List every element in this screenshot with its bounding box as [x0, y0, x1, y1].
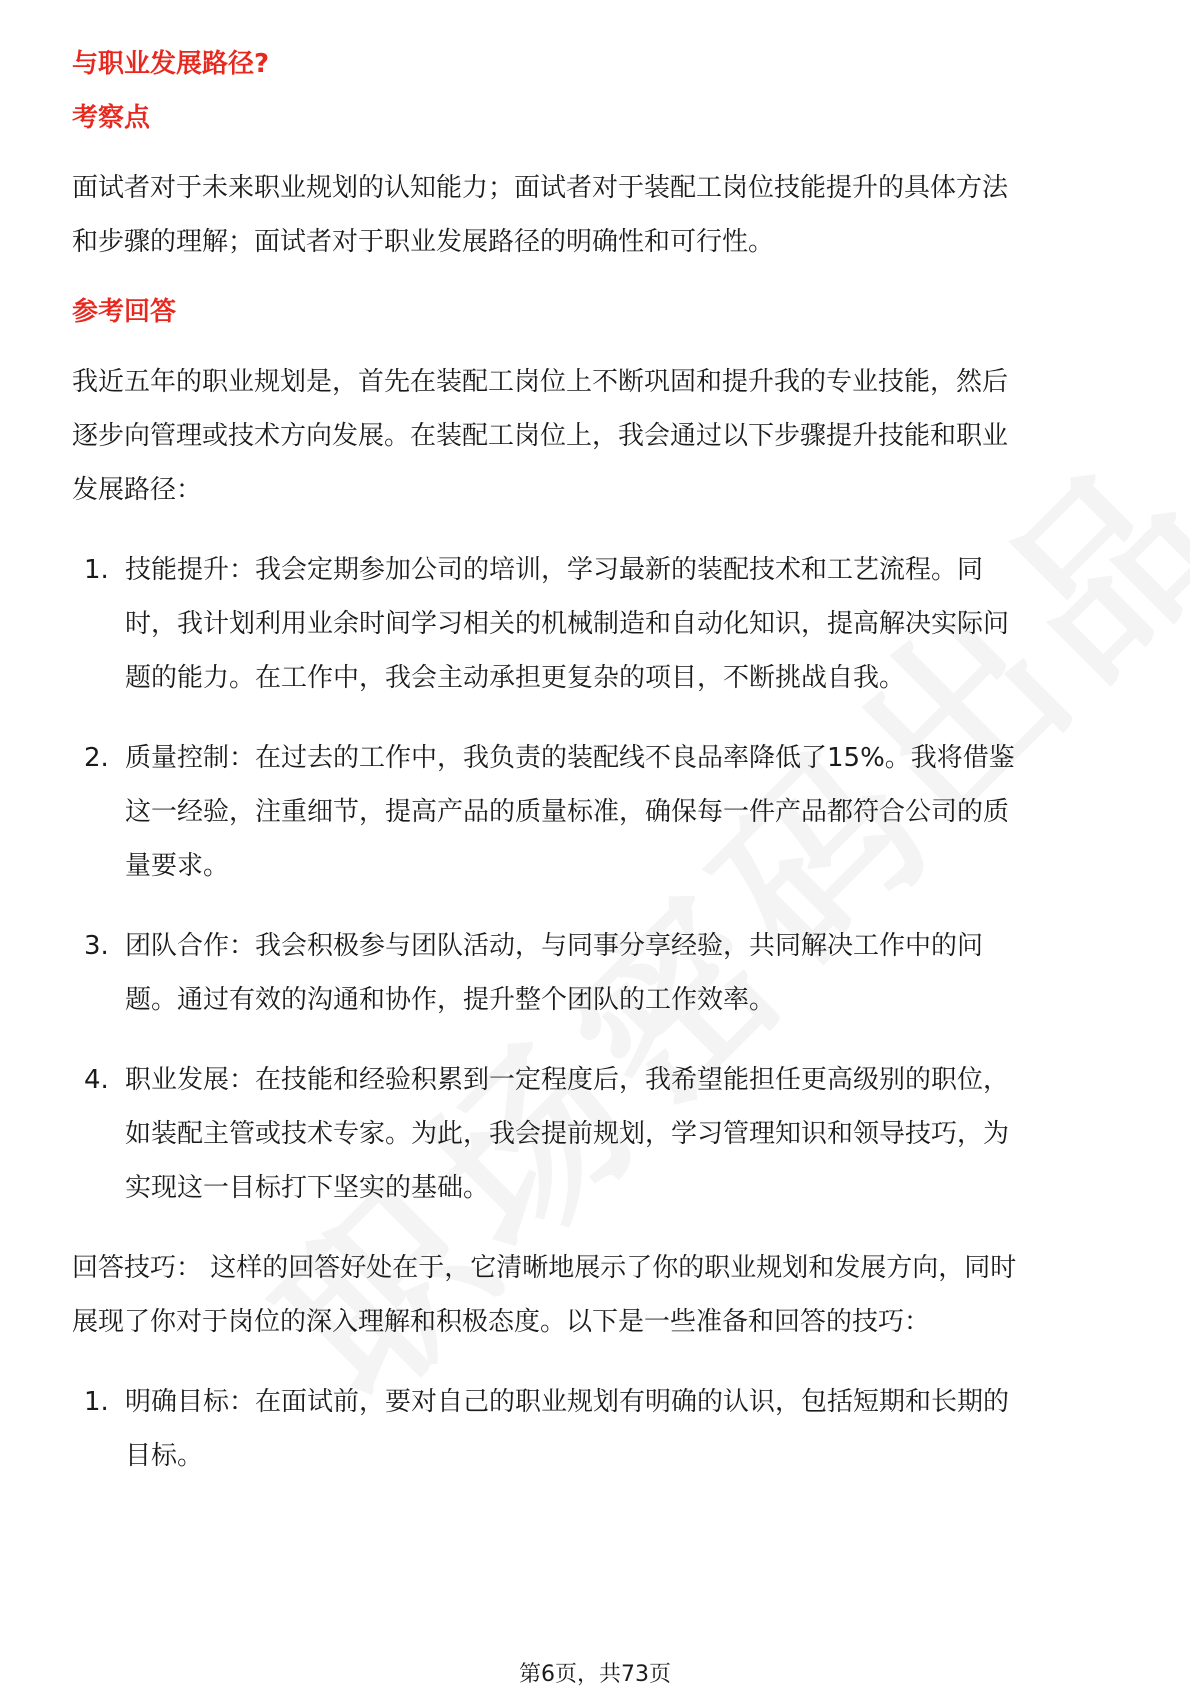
answer-intro-line: 逐步向管理或技术方向发展。在装配工岗位上，我会通过以下步骤提升技能和职业: [72, 421, 1009, 451]
list-item-line: 这一经验，注重细节，提高产品的质量标准，确保每一件产品都符合公司的质: [125, 797, 1010, 827]
tips-line: 展现了你对于岗位的深入理解和积极态度。以下是一些准备和回答的技巧：: [72, 1307, 931, 1337]
tips-line: 回答技巧： 这样的回答好处在于，它清晰地展示了你的职业规划和发展方向，同时: [72, 1253, 1017, 1283]
answer-intro-line: 发展路径：: [72, 475, 203, 505]
list-item-line: 题。通过有效的沟通和协作，提升整个团队的工作效率。: [125, 985, 776, 1015]
list-item-number: 4.: [84, 1065, 109, 1095]
focus-line: 面试者对于未来职业规划的认知能力；面试者对于装配工岗位技能提升的具体方法: [72, 173, 1009, 203]
list-item-line: 团队合作：我会积极参与团队活动，与同事分享经验，共同解决工作中的问: [125, 931, 984, 961]
heading-top: 与职业发展路径?: [72, 49, 270, 79]
list-item-number: 2.: [84, 743, 109, 773]
list-item-number: 1.: [84, 1387, 109, 1417]
list-item-line: 如装配主管或技术专家。为此，我会提前规划，学习管理知识和领导技巧，为: [125, 1119, 1010, 1149]
watermark: [213, 387, 1190, 1446]
section-focus-title: 考察点: [72, 103, 151, 133]
list-item-line: 目标。: [125, 1441, 204, 1471]
answer-intro-line: 我近五年的职业规划是，首先在装配工岗位上不断巩固和提升我的专业技能，然后: [72, 367, 1009, 397]
list-item-line: 职业发展：在技能和经验积累到一定程度后，我希望能担任更高级别的职位，: [125, 1065, 1010, 1095]
list-item-line: 时，我计划利用业余时间学习相关的机械制造和自动化知识，提高解决实际问: [125, 609, 1010, 639]
page-footer: 第6页，共73页: [519, 1662, 671, 1687]
focus-line: 和步骤的理解；面试者对于职业发展路径的明确性和可行性。: [72, 227, 775, 257]
list-item-line: 题的能力。在工作中，我会主动承担更复杂的项目，不断挑战自我。: [125, 663, 906, 693]
list-item-number: 3.: [84, 931, 109, 961]
section-answer-title: 参考回答: [72, 297, 177, 327]
list-item-line: 明确目标：在面试前，要对自己的职业规划有明确的认识，包括短期和长期的: [125, 1387, 1010, 1417]
list-item-line: 质量控制：在过去的工作中，我负责的装配线不良品率降低了15%。我将借鉴: [125, 743, 1015, 773]
list-item-number: 1.: [84, 555, 109, 585]
list-item-line: 技能提升：我会定期参加公司的培训，学习最新的装配技术和工艺流程。同: [125, 555, 984, 585]
list-item-line: 实现这一目标打下坚实的基础。: [125, 1173, 490, 1203]
list-item-line: 量要求。: [125, 851, 230, 881]
